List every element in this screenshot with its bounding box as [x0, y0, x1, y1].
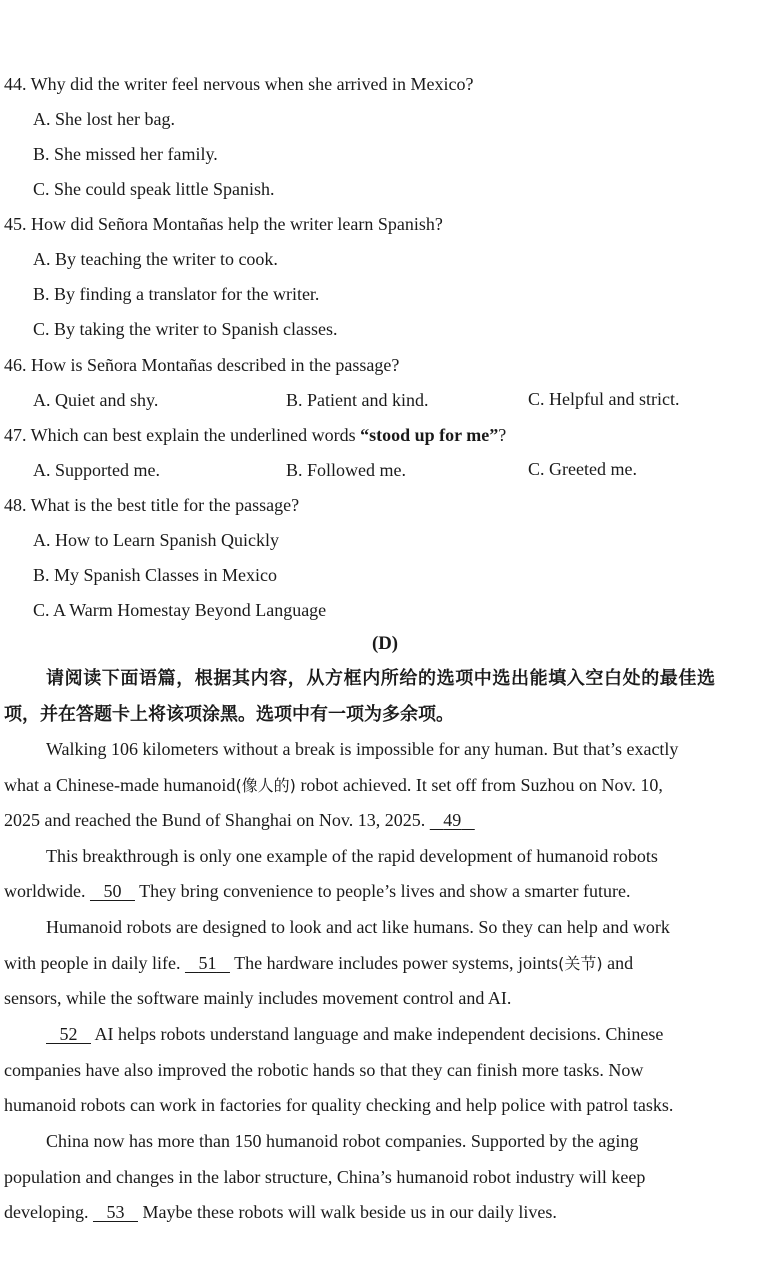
question-47-stem-suffix: ? [498, 425, 507, 445]
question-44-option-a: A. She lost her bag. [33, 109, 175, 129]
blank-52-number: 52 [59, 1024, 78, 1044]
passage-p2-line2-b: They bring convenience to people’s lives and show a smarter future. [134, 881, 631, 901]
passage-p4-line3: humanoid robots can work in factories for quality checking and help police with patrol tasks. [4, 1095, 674, 1115]
passage-p3-cn-gloss: (关节) [558, 954, 603, 973]
passage-p2-line2-a: worldwide. [4, 881, 90, 901]
passage-p5-line3 [4, 1200, 557, 1224]
blank-51[interactable] [185, 951, 230, 975]
passage-p1-line1: Walking 106 kilometers without a break is impossible for any human. But that’s exactly [46, 739, 679, 759]
passage-p2-line1: This breakthrough is only one example of the rapid development of humanoid robots [46, 846, 658, 866]
passage-p3-line2 [4, 951, 633, 976]
blank-51-number: 51 [198, 953, 217, 973]
section-d-instruction-line2: 项，并在答题卡上将该项涂黑。选项中有一项为多余项。 [4, 704, 454, 725]
question-45-option-a: A. By teaching the writer to cook. [33, 249, 278, 269]
question-48-option-b: B. My Spanish Classes in Mexico [33, 565, 278, 585]
question-45-option-c: C. By taking the writer to Spanish classes. [33, 319, 338, 339]
question-47-option-b: B. Followed me. [286, 460, 406, 480]
section-d-instruction-line1: 请阅读下面语篇，根据其内容，从方框内所给的选项中选出能填入空白处的最佳选 [46, 668, 716, 689]
passage-p3-line3: sensors, while the software mainly includes movement control and AI. [4, 988, 512, 1008]
question-47-stem-prefix: 47. Which can best explain the underlined words [4, 425, 361, 445]
question-47-stem-bold: “stood up for me” [360, 425, 499, 445]
blank-53[interactable] [93, 1200, 138, 1224]
passage-p3-line2-a: with people in daily life. [4, 953, 185, 973]
question-46-stem: 46. How is Señora Montañas described in the passage? [4, 355, 400, 375]
passage-p3-line2-b: The hardware includes power systems, joints [229, 953, 559, 973]
question-47-option-c: C. Greeted me. [528, 459, 637, 479]
blank-49-number: 49 [443, 810, 462, 830]
passage-p1-cn-gloss: (像人的) [235, 776, 296, 795]
passage-p2-line2 [4, 879, 631, 903]
question-44-stem: 44. Why did the writer feel nervous when she arrived in Mexico? [4, 74, 474, 94]
question-44-option-c: C. She could speak little Spanish. [33, 179, 275, 199]
passage-p4-line1 [46, 1022, 663, 1046]
question-44-option-b: B. She missed her family. [33, 144, 218, 164]
question-45-stem: 45. How did Señora Montañas help the writer learn Spanish? [4, 214, 443, 234]
blank-52[interactable] [46, 1022, 91, 1046]
passage-p4-line1-b: AI helps robots understand language and make independent decisions. Chinese [91, 1024, 664, 1044]
blank-53-number: 53 [106, 1202, 125, 1222]
question-46-option-c: C. Helpful and strict. [528, 389, 680, 409]
question-47-option-a: A. Supported me. [33, 460, 160, 480]
passage-p5-line2: population and changes in the labor structure, China’s humanoid robot industry will keep [4, 1167, 646, 1187]
passage-p1-line3-text: 2025 and reached the Bund of Shanghai on Nov. 13, 2025. [4, 810, 430, 830]
passage-p5-line3-a: developing. [4, 1202, 93, 1222]
passage-p1-line3 [4, 808, 475, 832]
question-45-option-b: B. By finding a translator for the writer. [33, 284, 320, 304]
passage-p5-line3-b: Maybe these robots will walk beside us in our daily lives. [137, 1202, 557, 1222]
passage-p1-line2 [4, 773, 663, 798]
question-46-option-b: B. Patient and kind. [286, 390, 429, 410]
question-46-option-a: A. Quiet and shy. [33, 390, 159, 410]
blank-50-number: 50 [103, 881, 122, 901]
section-d-title: (D) [371, 633, 399, 654]
blank-49[interactable] [430, 808, 475, 832]
passage-p1-line2-b: robot achieved. It set off from Suzhou on Nov. 10, [295, 775, 663, 795]
blank-50[interactable] [90, 879, 135, 903]
question-47-stem [4, 423, 506, 447]
passage-p4-line2: companies have also improved the robotic hands so that they can finish more tasks. Now [4, 1060, 644, 1080]
passage-p3-line1: Humanoid robots are designed to look and act like humans. So they can help and work [46, 917, 670, 937]
passage-p3-line2-c: and [602, 953, 634, 973]
passage-p5-line1: China now has more than 150 humanoid robot companies. Supported by the aging [46, 1131, 639, 1151]
question-48-option-a: A. How to Learn Spanish Quickly [33, 530, 279, 550]
passage-p1-line2-a: what a Chinese-made humanoid [4, 775, 236, 795]
question-48-option-c: C. A Warm Homestay Beyond Language [33, 600, 327, 620]
question-48-stem: 48. What is the best title for the passage? [4, 495, 300, 515]
